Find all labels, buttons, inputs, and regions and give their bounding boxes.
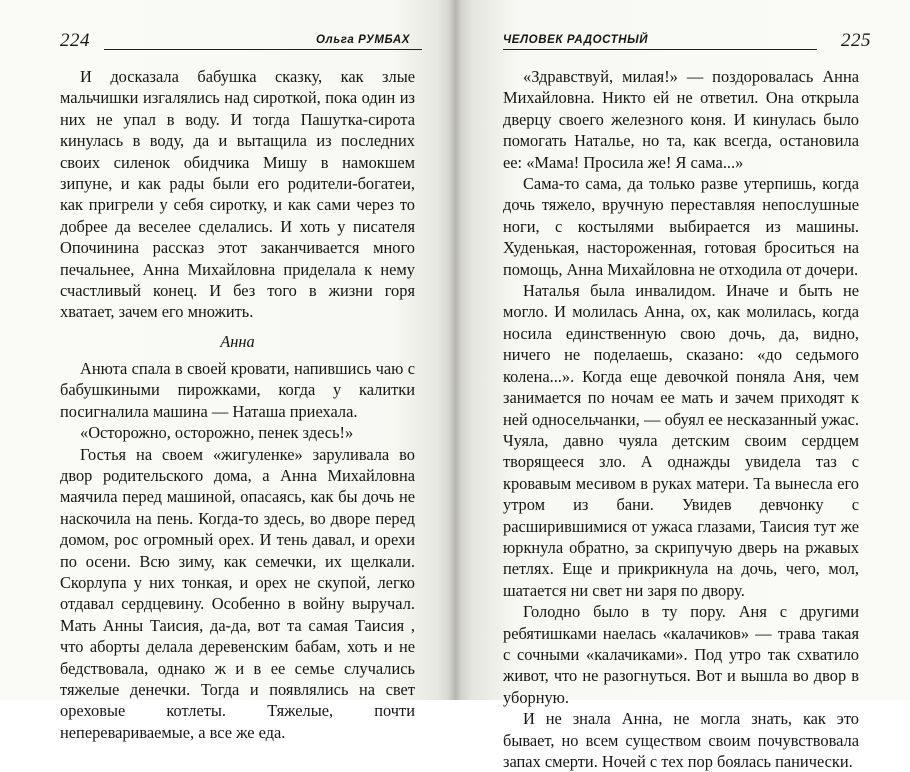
running-head-author: Ольга РУМБАХ bbox=[316, 34, 410, 46]
paragraph: Наталья была инвалидом. Иначе и быть не могло. И молилась Анна, ох, как молилась, когда носила единственную свою дочь, да, видно, ничего не поделаешь, сказано: «до седьмого колена...». Когда еще девочкой поняла Аня, чем занимается по ночам ее мать и зачем приходят к ней односельчанки, — обуял ее несказанный ужас. Чуяла, давно чуяла детским своим сердцем творящееся зло. А однажды увидела таз с кровавым месивом в руках матери. Та вынесла его утром из бани. Увидев девчонку с расширившимися от ужаса глазами, Таисия тут же юркнула обратно, за скрипучую дверь на ржавых петлях. Еще и прикрикнула на дочь, чего, мол, шатается ни свет ни заря по двору. bbox=[503, 281, 859, 600]
left-page-text bbox=[60, 66, 415, 743]
right-page bbox=[455, 0, 910, 771]
right-page-text bbox=[503, 66, 859, 772]
header-rule bbox=[503, 49, 817, 50]
book-gutter-shadow bbox=[448, 0, 462, 700]
paragraph: И не знала Анна, не могла знать, как это бывает, но всем существом своим почувствовала запах смерти. Ночей с тех пор боялась панически. bbox=[503, 709, 859, 771]
paragraph: Анюта спала в своей кровати, напившись чаю с бабушкиными пирожками, когда у калитки посигналила машина — Наташа приехала. bbox=[60, 358, 415, 421]
paragraph: «Осторожно, осторожно, пенек здесь!» bbox=[80, 423, 354, 443]
paragraph: Гостья на своем «жигуленке» заруливала во двор родительского дома, а Анна Михайловна маячила перед машиной, опасаясь, как бы дочь не наскочила на пень. Когда-то здесь, во дворе перед домом, рос огромный орех. И тень давал, и орехи по осени. Всю зиму, как семечки, их щелкали. Скорлупа у них тонкая, и орех не скупой, легко отдавал сердцевину. Особенно в войну выручал. Мать Анны Таисия, да-да, вот та самая Таисия , что аборты делала деревенским бабам, хоть и не бедствовала, однако ж и в ее семье случались тяжелые денечки. Тогда и появлялись на свет ореховые котлеты. Тяжелые, почти неперевариваемые, а все же еда. bbox=[60, 444, 415, 742]
paragraph: Сама-то сама, да только разве утерпишь, когда дочь тяжело, вручную переставляя непослушные ноги, с костылями выбирается из машины. Худенькая, настороженная, готовая броситься на помощь, Анна Михайловна не отходила от дочери. bbox=[503, 174, 859, 279]
paragraph: И досказала бабушка сказку, как злые мальчишки изгалялись над сироткой, пока один из них не упал в воду. И тогда Пашутка-сирота кинулась в воду, да и вытащила из последних своих силенок обидчика Мишу в намокшем зипуне, и как рады были его родители-богатеи, как пригрели у себя сиротку, и как сами через то добрее да веселее сделались. И хоть у писателя Опочинина рассказ этот заканчивается много печальнее, Анна Михайловна приделала к нему счастливый конец. И без того в жизни горя хватает, зачем его множить. bbox=[60, 67, 415, 322]
right-page-header bbox=[503, 28, 871, 58]
paragraph: «Здравствуй, милая!» — поздоровалась Анна Михайловна. Никто ей не ответил. Она открыла дверцу своего железного коня. И кинулась было помогать Наталье, но та, как всегда, остановила ее: «Мама! Просила же! Я сама...» bbox=[503, 67, 859, 172]
page-number: 225 bbox=[841, 30, 871, 51]
header-rule bbox=[104, 49, 422, 50]
page-number: 224 bbox=[60, 30, 90, 51]
left-page bbox=[0, 0, 455, 742]
section-title: Анна bbox=[220, 331, 255, 351]
running-head-book-title: ЧЕЛОВЕК РАДОСТНЫЙ bbox=[503, 34, 649, 46]
paragraph: Голодно было в ту пору. Аня с другими ребятишками наелась «калачиков» — трава такая с сочными «калачиками». Под утро так схватило живот, что не разогнуться. Вот и вышла во двор в уборную. bbox=[503, 602, 859, 707]
left-page-header bbox=[60, 28, 422, 58]
